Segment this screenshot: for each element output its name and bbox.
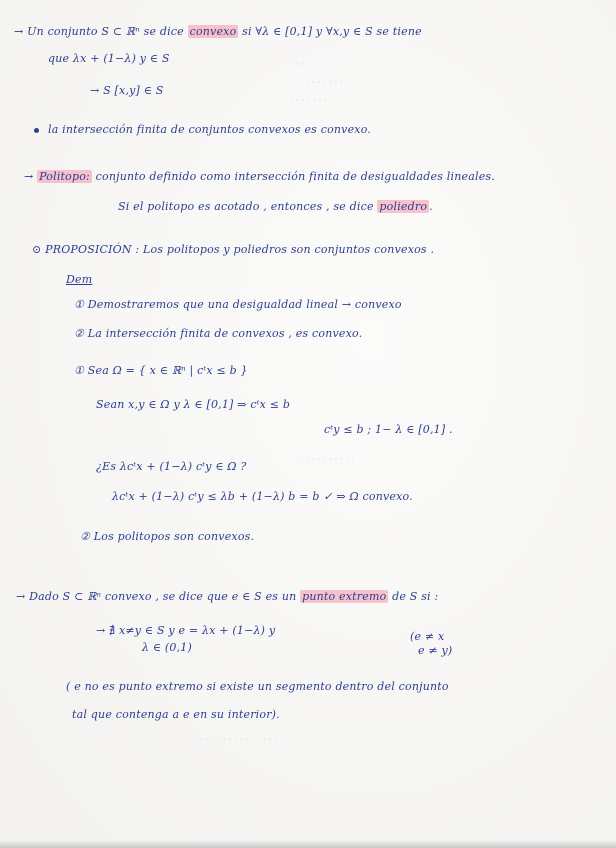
bleed-through-text: · · · · · · · · · · · · · · · [200,735,283,745]
politopo-definition-line: → Politopo: conjunto definido como intersección finita de desigualdades lineales. [24,170,495,183]
definition-convex-line: → Un conjunto S ⊂ ℝⁿ se dice convexo si ∀λ ∈ [0,1] y ∀x,y ∈ S se tiene [14,25,422,38]
highlight-poliedro: poliedro [379,200,428,213]
definition-convex-line-2: que λx + (1−λ) y ∈ S [48,52,170,65]
bleed-through-text: · · · · · · · [290,96,328,106]
extreme-point-remark-2: tal que contenga a e en su interior). [72,708,280,721]
extreme-point-remark-1: ( e no es punto extremo si existe un segmento dentro del conjunto [66,680,449,693]
poliedro-definition-line: Si el politopo es acotado , entonces , se dice poliedro . [118,200,433,213]
proof-set-omega: ① Sea Ω = { x ∈ ℝⁿ | cᵗx ≤ b } [74,364,248,377]
proof-step-1: ① Demostraremos que una desigualdad lineal → convexo [74,298,402,311]
proof-label: Dem [66,273,93,286]
extreme-point-definition: → Dado S ⊂ ℝⁿ convexo , se dice que e ∈ S es un punto extremo de S si : [16,590,439,603]
proof-inequality-line: λcᵗx + (1−λ) cᵗy ≤ λb + (1−λ) b = b ✓ ⇒ Ω convexo. [112,490,413,503]
proof-step-2-conclusion: ② Los politopos son convexos. [80,530,255,543]
page-bottom-edge [0,840,616,848]
extreme-point-condition: → ∄ x≠y ∈ S y e = λx + (1−λ) y [96,624,276,637]
extreme-point-side-note-2: e ≠ y) [418,644,453,657]
definition-convex-line-3: → S [x,y] ∈ S [90,84,164,97]
bullet-dot [34,128,39,133]
proposition-line: ⊙ PROPOSICIÓN : Los politopos y poliedros son conjuntos convexos . [32,243,435,256]
bleed-through-text: · · · · · · · · [300,78,343,88]
highlight-punto-extremo: punto extremo [302,590,387,603]
bleed-through-text: · · · · · · · · · [290,60,339,70]
extreme-point-side-note-1: (e ≠ x [410,630,445,643]
proof-question-line: ¿Es λcᵗx + (1−λ) cᵗy ∈ Ω ? [96,460,247,473]
proof-step-2: ② La intersección finita de convexos , es convexo. [74,327,363,340]
highlight-politopo: Politopo: [39,170,90,183]
intersection-note: la intersección finita de conjuntos convexos es convexo. [48,123,372,136]
extreme-point-lambda: λ ∈ (0,1) [142,641,192,654]
highlight-convexo: convexo [189,25,237,38]
proof-cy-line: cᵗy ≤ b ; 1− λ ∈ [0,1] . [324,423,453,436]
proof-sean-line: Sean x,y ∈ Ω y λ ∈ [0,1] ⇒ cᵗx ≤ b [96,398,291,411]
bleed-through-text: · · · · · · · · · · [300,455,355,465]
